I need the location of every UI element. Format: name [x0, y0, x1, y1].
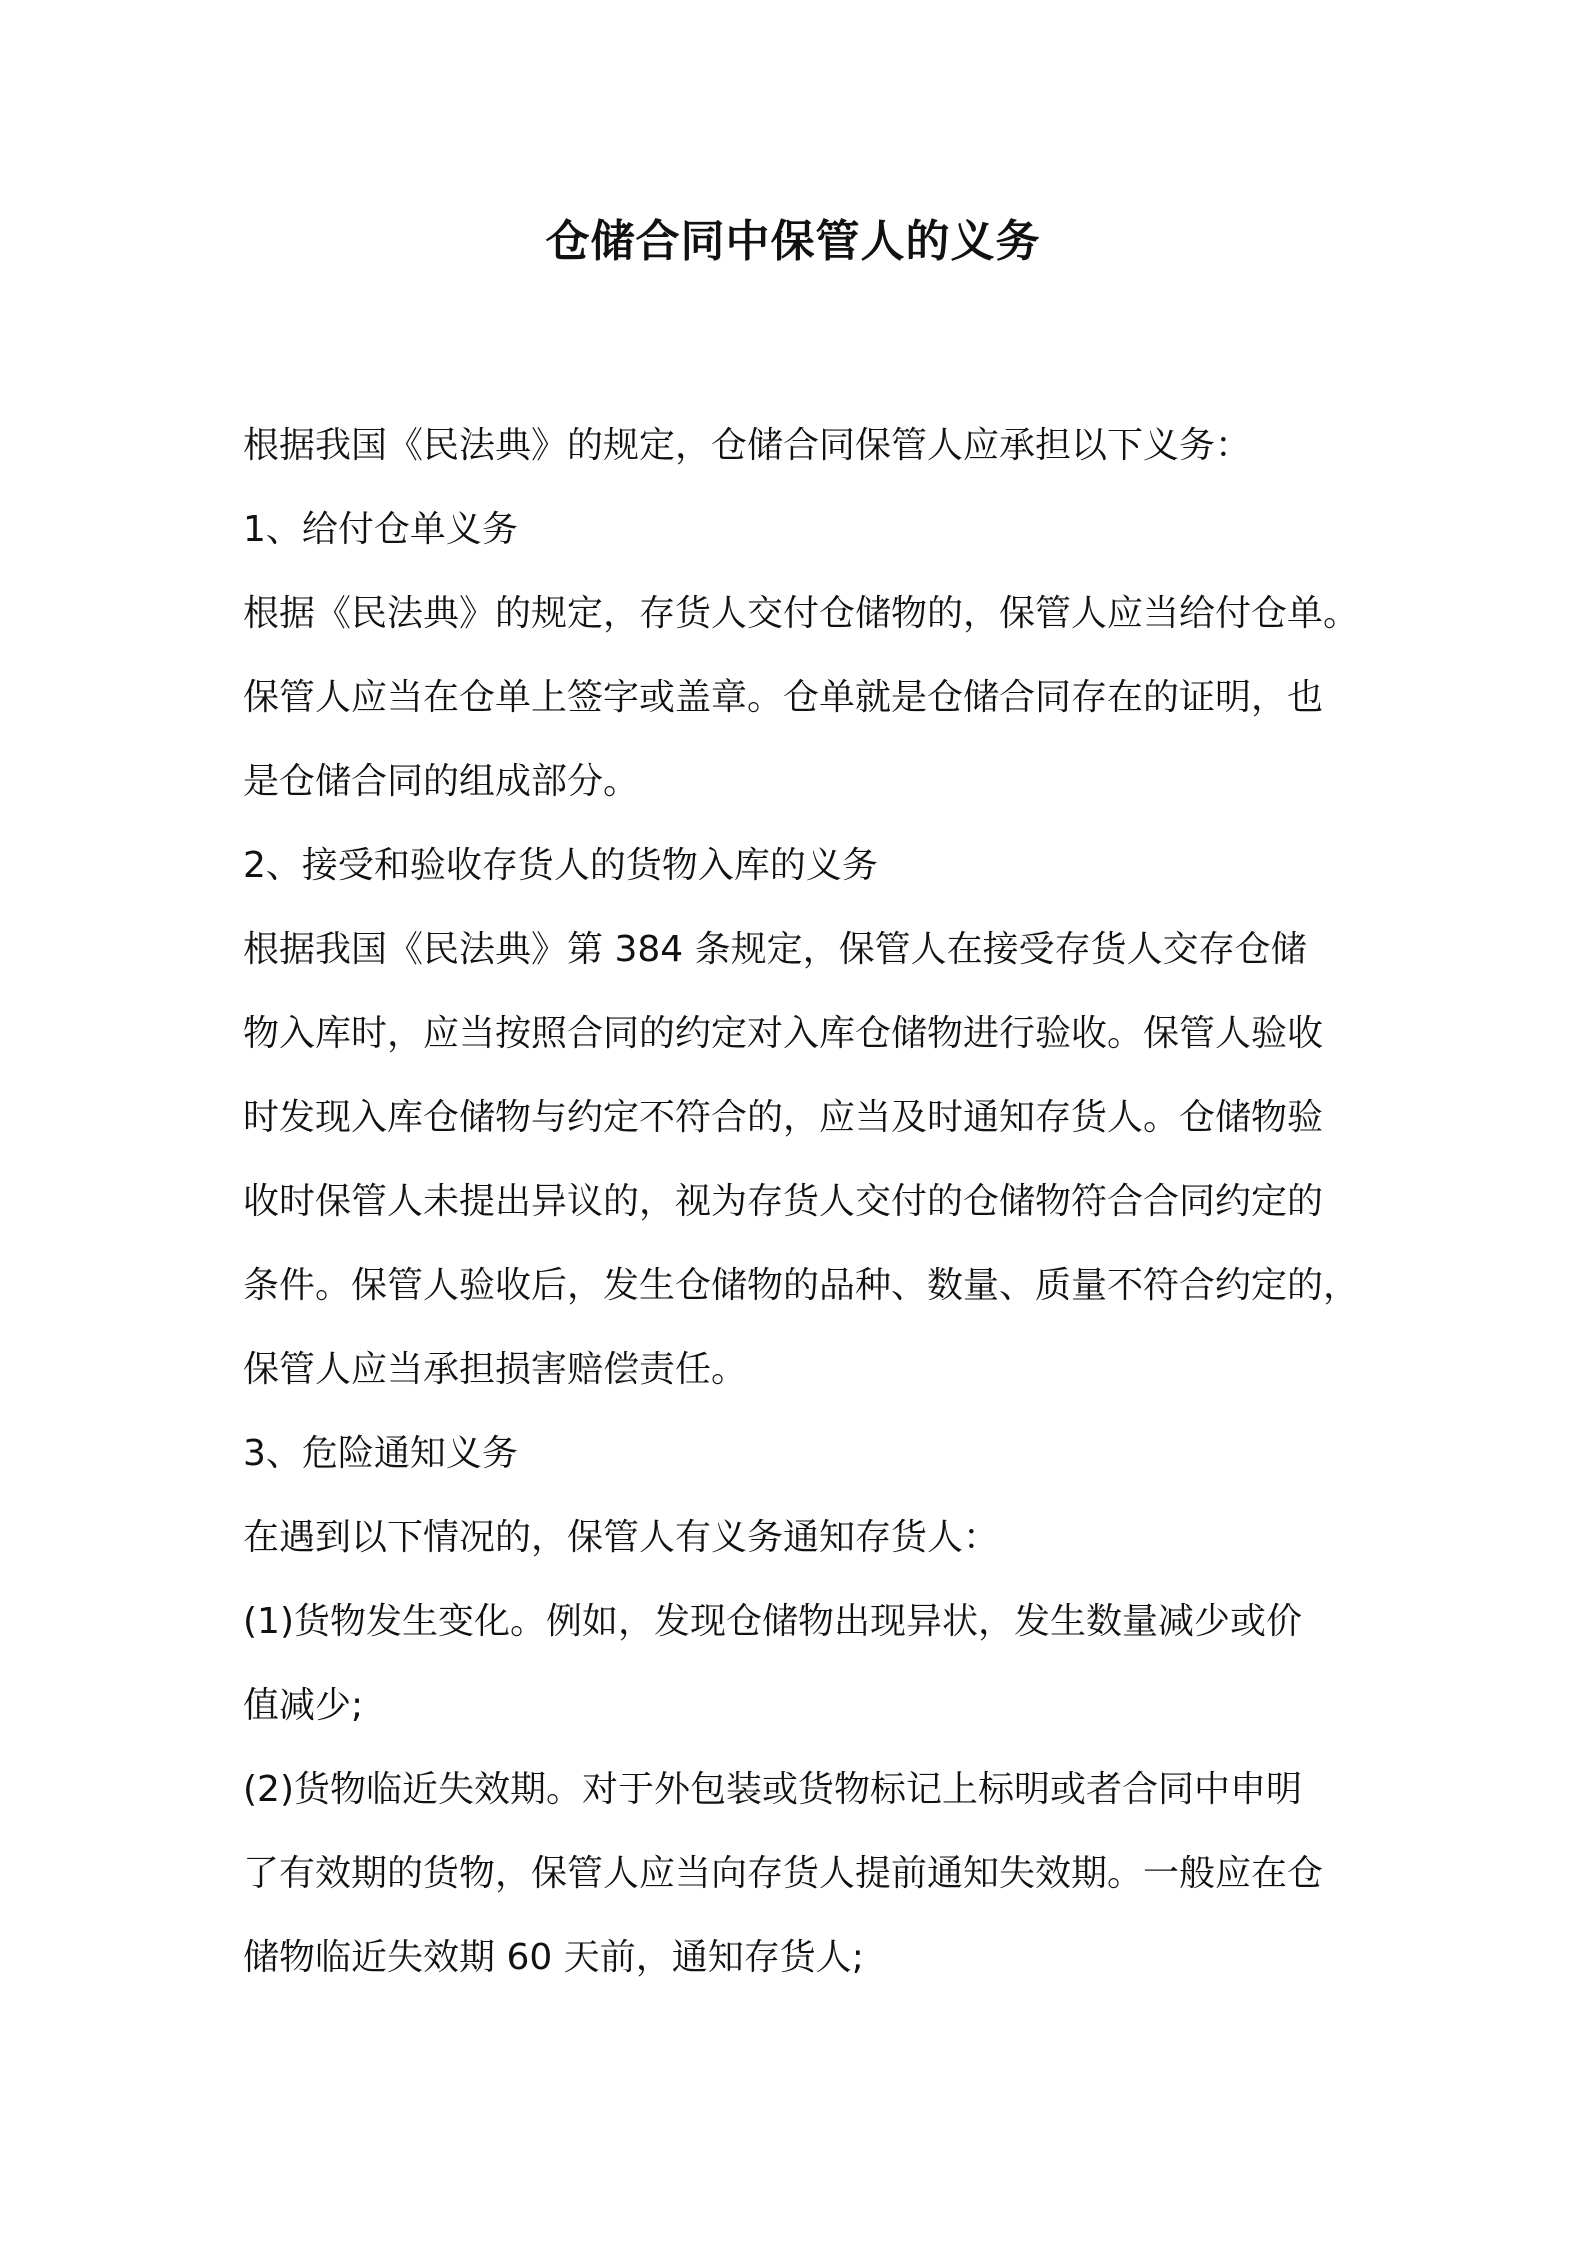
- list-item-2-line: 储物临近失效期 60 天前，通知存货人;: [243, 1937, 864, 1978]
- section-1-text-line: 是仓储合同的组成部分。: [243, 761, 640, 802]
- section-1-heading: 1、给付仓单义务: [243, 509, 518, 550]
- section-2-text-line: 时发现入库仓储物与约定不符合的，应当及时通知存货人。仓储物验: [243, 1097, 1324, 1138]
- list-item-2-line: (2)货物临近失效期。对于外包装或货物标记上标明或者合同中申明: [243, 1769, 1302, 1810]
- section-2-heading: 2、接受和验收存货人的货物入库的义务: [243, 845, 878, 886]
- section-2-text-line: 保管人应当承担损害赔偿责任。: [243, 1349, 748, 1390]
- list-item-1-line: 值减少;: [243, 1685, 364, 1726]
- section-2-text-line: 物入库时，应当按照合同的约定对入库仓储物进行验收。保管人验收: [243, 1013, 1324, 1054]
- section-3-heading: 3、危险通知义务: [243, 1433, 518, 1474]
- document-body: [243, 404, 1363, 2000]
- document-title: 仓储合同中保管人的义务: [545, 216, 1041, 267]
- section-1-text-line: 保管人应当在仓单上签字或盖章。仓单就是仓储合同存在的证明，也: [243, 677, 1324, 718]
- section-3-intro-line: 在遇到以下情况的，保管人有义务通知存货人：: [243, 1517, 1000, 1558]
- intro-paragraph: 根据我国《民法典》的规定，仓储合同保管人应承担以下义务：: [243, 425, 1252, 466]
- section-2-text-line: 条件。保管人验收后，发生仓储物的品种、数量、质量不符合约定的，: [243, 1265, 1360, 1306]
- list-item-2-line: 了有效期的货物，保管人应当向存货人提前通知失效期。一般应在仓: [243, 1853, 1324, 1894]
- section-1-text-line: 根据《民法典》的规定，存货人交付仓储物的，保管人应当给付仓单。: [243, 593, 1360, 634]
- list-item-1-line: (1)货物发生变化。例如，发现仓储物出现异状，发生数量减少或价: [243, 1601, 1302, 1642]
- section-2-text-line: 根据我国《民法典》第 384 条规定，保管人在接受存货人交存仓储: [243, 929, 1307, 970]
- section-2-text-line: 收时保管人未提出异议的，视为存货人交付的仓储物符合合同约定的: [243, 1181, 1324, 1222]
